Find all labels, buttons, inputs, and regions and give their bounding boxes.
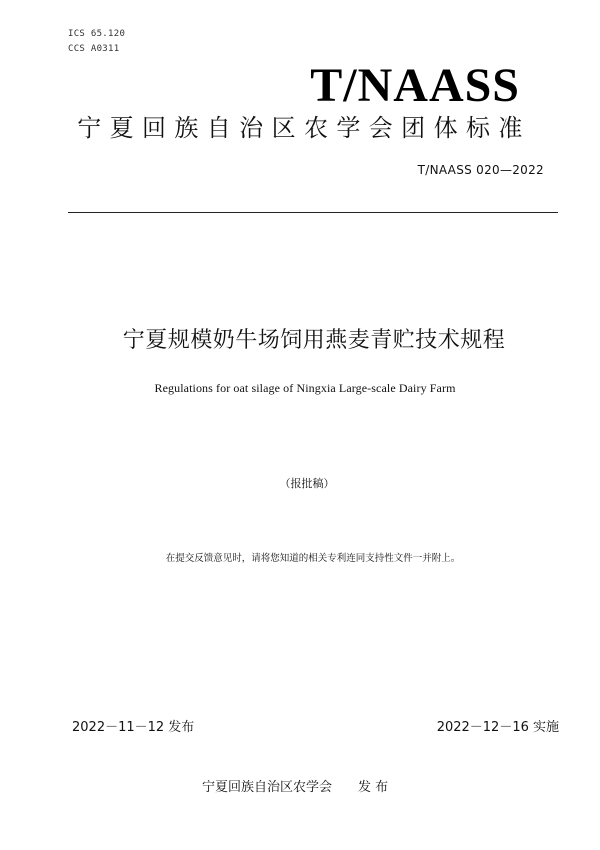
title-english: Regulations for oat silage of Ningxia Large-scale Dairy Farm xyxy=(154,381,456,395)
implementation-date: 2022－12－16 实施 xyxy=(436,720,559,735)
patent-notice: 在提交反馈意见时，请将您知道的相关专利连同支持性文件一并附上。 xyxy=(165,553,461,564)
issue-date: 2022－11－12 发布 xyxy=(72,720,195,735)
issuer-action: 发 布 xyxy=(358,780,389,795)
standard-number: T/NAASS 020—2022 xyxy=(417,163,544,177)
standard-logo: T/NAASS xyxy=(310,59,520,112)
issuer xyxy=(202,776,388,795)
ics-code: ICS 65.120 xyxy=(68,29,126,39)
title-chinese: 宁夏规模奶牛场饲用燕麦青贮技术规程 xyxy=(122,328,506,353)
ccs-code: CCS A0311 xyxy=(68,44,120,54)
organization-header: 宁夏回族自治区农学会团体标准 xyxy=(77,114,531,142)
issuer-name: 宁夏回族自治区农学会 xyxy=(202,780,333,795)
header-divider xyxy=(68,212,558,213)
draft-stage: （报批稿） xyxy=(279,477,335,490)
